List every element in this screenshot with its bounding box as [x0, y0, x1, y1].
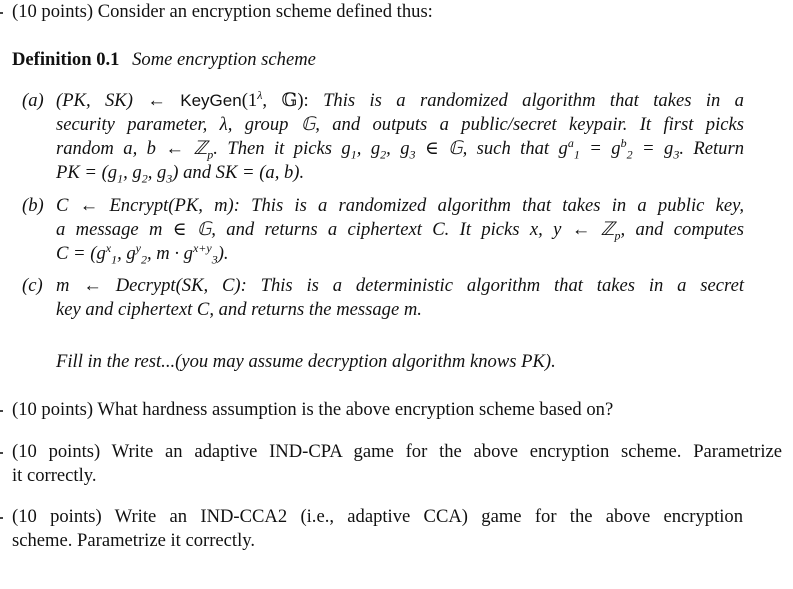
text-run: , g — [386, 138, 410, 159]
list-marker — [0, 410, 3, 412]
superscript: x+y — [192, 240, 212, 255]
keygen-args-sup: λ — [257, 87, 263, 102]
text-run: random a, b ← ℤ — [56, 138, 208, 159]
question-1-intro: (10 points) Consider an encryption scheme defined thus: — [12, 1, 433, 22]
item-b-label: (b) — [22, 195, 44, 216]
subscript: 3 — [166, 171, 173, 186]
item-c-label: (c) — [22, 275, 43, 296]
text-run: PK = (g — [56, 162, 118, 183]
subscript: 2 — [141, 171, 148, 186]
subscript: 2 — [380, 147, 387, 162]
text-run: , g — [117, 243, 136, 264]
subscript: 1 — [350, 147, 357, 162]
text-run: ∈ 𝔾, such that g — [415, 138, 568, 159]
text-run: . Then it picks g — [213, 138, 351, 159]
subscript: 1 — [111, 252, 118, 267]
text-run: = g — [579, 138, 621, 159]
item-b-line-2 — [56, 218, 744, 242]
definition-heading — [12, 48, 316, 72]
subscript: p — [207, 147, 214, 162]
keygen-output: (PK, SK) ← — [56, 90, 166, 111]
subscript: 1 — [573, 147, 580, 162]
text-run: , and computes — [620, 219, 744, 240]
text-run: ). — [217, 243, 229, 264]
definition-subtitle: Some encryption scheme — [132, 49, 316, 70]
item-c-line-2: key and ciphertext C, and returns the message m. — [56, 299, 422, 320]
text-run: . Return — [679, 138, 745, 159]
text-run: = g — [632, 138, 674, 159]
item-a-line-4 — [56, 161, 304, 185]
superscript: x — [105, 240, 112, 255]
subscript: 3 — [409, 147, 416, 162]
item-b-line-1: C ← Encrypt(PK, m): This is a randomized algorithm that takes in a public key, — [56, 195, 744, 216]
question-3-line-1: (10 points) Write an adaptive IND-CPA game for the above encryption scheme. Parametrize — [12, 441, 782, 462]
text-run: , g — [356, 138, 381, 159]
question-3-line-2: it correctly. — [12, 465, 97, 486]
text-run: , g — [147, 162, 167, 183]
list-marker — [0, 452, 3, 454]
keygen-function: KeyGen — [180, 91, 242, 110]
superscript: y — [135, 240, 141, 255]
text-run: ) and SK = (a, b). — [172, 162, 305, 183]
subscript: 3 — [211, 252, 218, 267]
text-run: , m · g — [147, 243, 193, 264]
list-marker — [0, 517, 3, 519]
subscript: p — [614, 228, 621, 243]
text-run: C = (g — [56, 243, 106, 264]
subscript: 2 — [626, 147, 633, 162]
item-b-line-3 — [56, 242, 229, 266]
item-a-line-3 — [56, 137, 744, 161]
item-a-line-2: security parameter, λ, group 𝔾, and outputs a public/secret keypair. It first picks — [56, 114, 744, 135]
text-run: a message m ∈ 𝔾, and returns a ciphertext C. It picks x, y ← ℤ — [56, 219, 615, 240]
item-c-line-1: m ← Decrypt(SK, C): This is a deterministic algorithm that takes in a secret — [56, 275, 744, 296]
question-4-line-2: scheme. Parametrize it correctly. — [12, 530, 255, 551]
item-a-line-1 — [56, 89, 744, 113]
question-4-line-1: (10 points) Write an IND-CCA2 (i.e., adaptive CCA) game for the above encryption — [12, 506, 743, 527]
item-a-label: (a) — [22, 90, 44, 111]
superscript: b — [620, 135, 627, 150]
superscript: a — [567, 135, 574, 150]
keygen-description: This is a randomized algorithm that takes in a — [323, 90, 744, 111]
text-run: , g — [123, 162, 142, 183]
subscript: 1 — [117, 171, 124, 186]
subscript: 3 — [673, 147, 680, 162]
subscript: 2 — [141, 252, 147, 267]
question-2: (10 points) What hardness assumption is the above encryption scheme based on? — [12, 399, 614, 420]
definition-title: Definition 0.1 — [12, 49, 120, 70]
list-marker — [0, 12, 3, 14]
keygen-args: (1 — [241, 90, 258, 111]
keygen-args-tail: , 𝔾): — [262, 90, 309, 111]
fill-in-note: Fill in the rest...(you may assume decryption algorithm knows PK). — [56, 351, 556, 372]
